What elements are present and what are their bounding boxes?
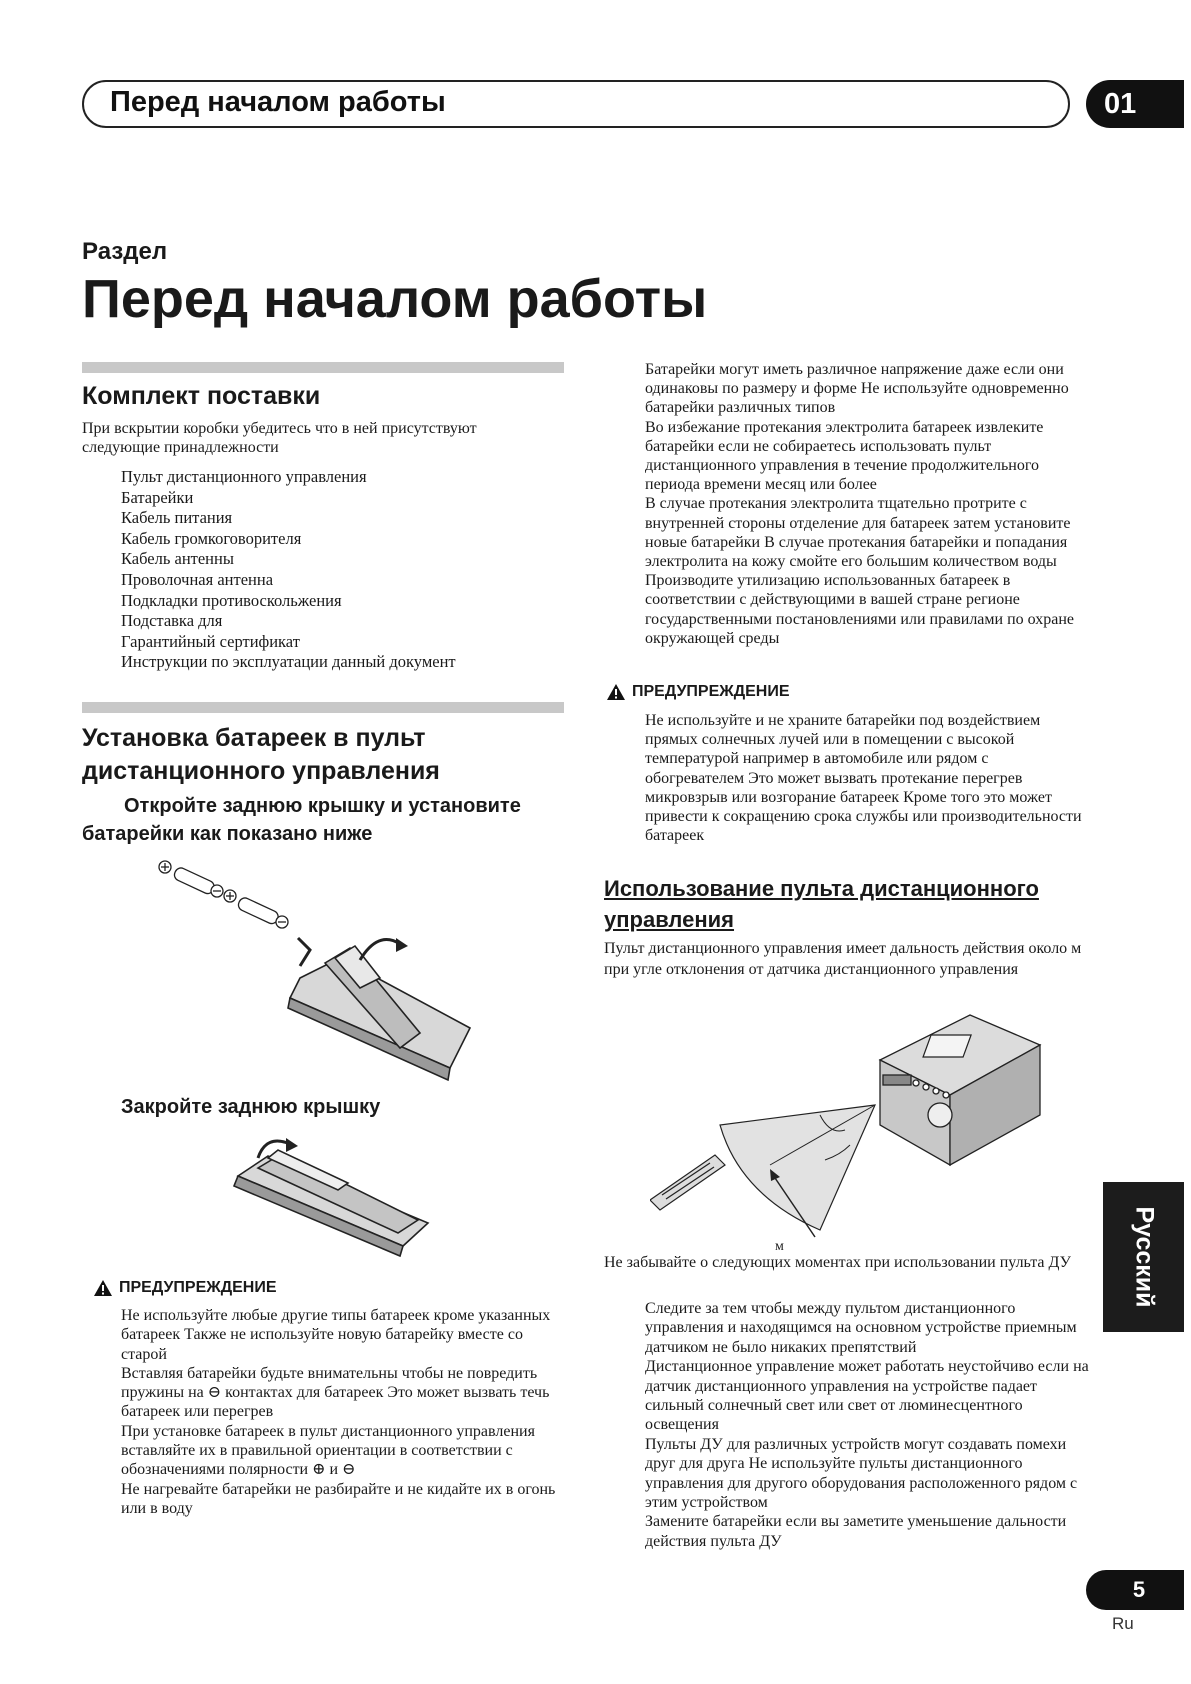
remote-note: Замените батарейки если вы заметите уменьшение дальности действия пульта ДУ xyxy=(645,1513,1067,1550)
warning-left-body xyxy=(121,1306,561,1518)
warning-left-title xyxy=(93,1279,277,1297)
warning-right-body: Не используйте и не храните батарейки под воздействием прямых солнечных лучей или в помещении с высокой температурой например в автомобиле или рядом с обогревателем Это может вызвать протекание перегрев микровзрыв или возгорание батареек Кроме того это может привести к сокращению срока службы или производительности батареек xyxy=(645,712,1082,845)
section-label: Раздел xyxy=(82,238,168,265)
kit-intro: При вскрытии коробки убедитесь что в ней присутствуют следующие принадлежности xyxy=(82,420,477,456)
kit-list-item: Подставка для xyxy=(121,611,223,631)
warning-triangle-icon xyxy=(606,683,626,701)
section-divider xyxy=(82,702,564,713)
warning-right-label: ПРЕДУПРЕЖДЕНИЕ xyxy=(632,683,790,700)
remote-use-heading-line1: Использование пульта дистанционного xyxy=(604,876,1039,901)
kit-list-item: Кабель громкоговорителя xyxy=(121,528,302,548)
warning-left-paragraph: При установке батареек в пульт дистанционного управления вставляйте их в правильной ориентации в соответствии с обозначениями полярности ⊕ и ⊖ xyxy=(121,1422,535,1479)
battery-install-heading-line1: Установка батареек в пульт xyxy=(82,724,426,752)
section-divider xyxy=(82,362,564,373)
warning-left-paragraph: Не нагревайте батарейки не разбирайте и не кидайте их в огонь или в воду xyxy=(121,1480,556,1517)
warning-left-paragraph: Вставляя батарейки будьте внимательны чтобы не повредить пружины на ⊖ контактах для батареек Это может вызвать течь батареек или перегрев xyxy=(121,1364,550,1421)
warning-right-title xyxy=(606,683,790,701)
step-open-cover xyxy=(82,792,562,848)
remote-use-heading-line2: управления xyxy=(604,907,735,932)
warning-left-label: ПРЕДУПРЕЖДЕНИЕ xyxy=(119,1279,277,1296)
kit-list-item: Кабель антенны xyxy=(121,549,234,569)
range-unit-label: м xyxy=(775,1239,784,1254)
battery-note: Батарейки могут иметь различное напряжение даже если они одинаковы по размеру и форме Не используйте одновременно батарейки различных типов xyxy=(645,361,1069,417)
kit-list-item: Пульт дистанционного управления xyxy=(121,467,367,486)
remote-note: Дистанционное управление может работать неустойчиво если на датчик дистанционного управления на устройстве падает сильный солнечный свет или свет от люминесцентного освещения xyxy=(645,1358,1089,1434)
step-open-cover-line2: батарейки как показано ниже xyxy=(82,823,373,845)
language-side-tab-label: Русский xyxy=(1130,1206,1158,1308)
remote-notes-intro: Не забывайте о следующих моментах при использовании пульта ДУ xyxy=(604,1254,1071,1271)
kit-list-item: Проволочная антенна xyxy=(121,569,274,589)
battery-note: Производите утилизацию использованных батареек в соответствии с действующими в вашей стране регионе государственными постановлениями или правилами по охране окружающей среды xyxy=(645,572,1075,647)
step-open-cover-line1: Откройте заднюю крышку и установите xyxy=(124,795,521,817)
step-close-cover: Закройте заднюю крышку xyxy=(121,1096,381,1118)
battery-install-heading-line2: дистанционного управления xyxy=(82,757,440,785)
kit-list-item: Гарантийный сертификат xyxy=(121,631,300,651)
page-language-code: Ru xyxy=(1112,1614,1134,1633)
remote-use-heading xyxy=(604,873,1090,935)
chapter-header-bar xyxy=(82,80,1070,128)
language-side-tab xyxy=(1103,1182,1184,1332)
kit-list-item: Подкладки противоскольжения xyxy=(121,590,342,610)
battery-notes xyxy=(645,360,1090,648)
kit-list-item: Батарейки xyxy=(121,487,194,507)
chapter-number-badge: 01 xyxy=(1086,80,1184,128)
remote-notes xyxy=(645,1299,1095,1551)
kit-list xyxy=(121,467,561,673)
page-title: Перед началом работы xyxy=(82,269,708,329)
battery-note: В случае протекания электролита тщательно протрите с внутренней стороны отделение для батареек затем установите новые батарейки В случае протекания батарейки и попадания электролита на кожу смойте его большим количеством воды xyxy=(645,495,1071,571)
remote-note: Пульты ДУ для различных устройств могут создавать помехи друг для друга Не используйте пульты дистанционного управления для другого оборудования расположенного рядом с этим устройством xyxy=(645,1435,1078,1512)
remote-note: Следите за тем чтобы между пультом дистанционного управления и находящимся на основном устройстве приемным датчиком не было никаких препятствий xyxy=(645,1300,1077,1356)
chapter-header-title: Перед началом работы xyxy=(110,86,446,118)
warning-left-paragraph: Не используйте любые другие типы батареек кроме указанных батареек Также не используйте новую батарейку вместе со старой xyxy=(121,1307,551,1363)
close-cover-illustration xyxy=(228,1128,458,1258)
battery-note: Во избежание протекания электролита батареек извлеките батарейки если не собираетесь использовать пульт дистанционного управления в течение продолжительного периода времени месяц или более xyxy=(645,418,1044,494)
kit-list-item: Кабель питания xyxy=(121,508,233,528)
remote-range-diagram xyxy=(650,1005,1050,1255)
page-number-badge: 5 xyxy=(1086,1570,1184,1610)
kit-list-item: Инструкции по эксплуатации данный документ xyxy=(121,652,456,672)
remote-use-intro: Пульт дистанционного управления имеет дальность действия около м при угле отклонения от датчика дистанционного управления xyxy=(604,940,1082,978)
battery-insert-illustration xyxy=(150,858,490,1083)
warning-triangle-icon xyxy=(93,1279,113,1297)
kit-heading: Комплект поставки xyxy=(82,382,321,410)
battery-install-heading xyxy=(82,722,440,788)
